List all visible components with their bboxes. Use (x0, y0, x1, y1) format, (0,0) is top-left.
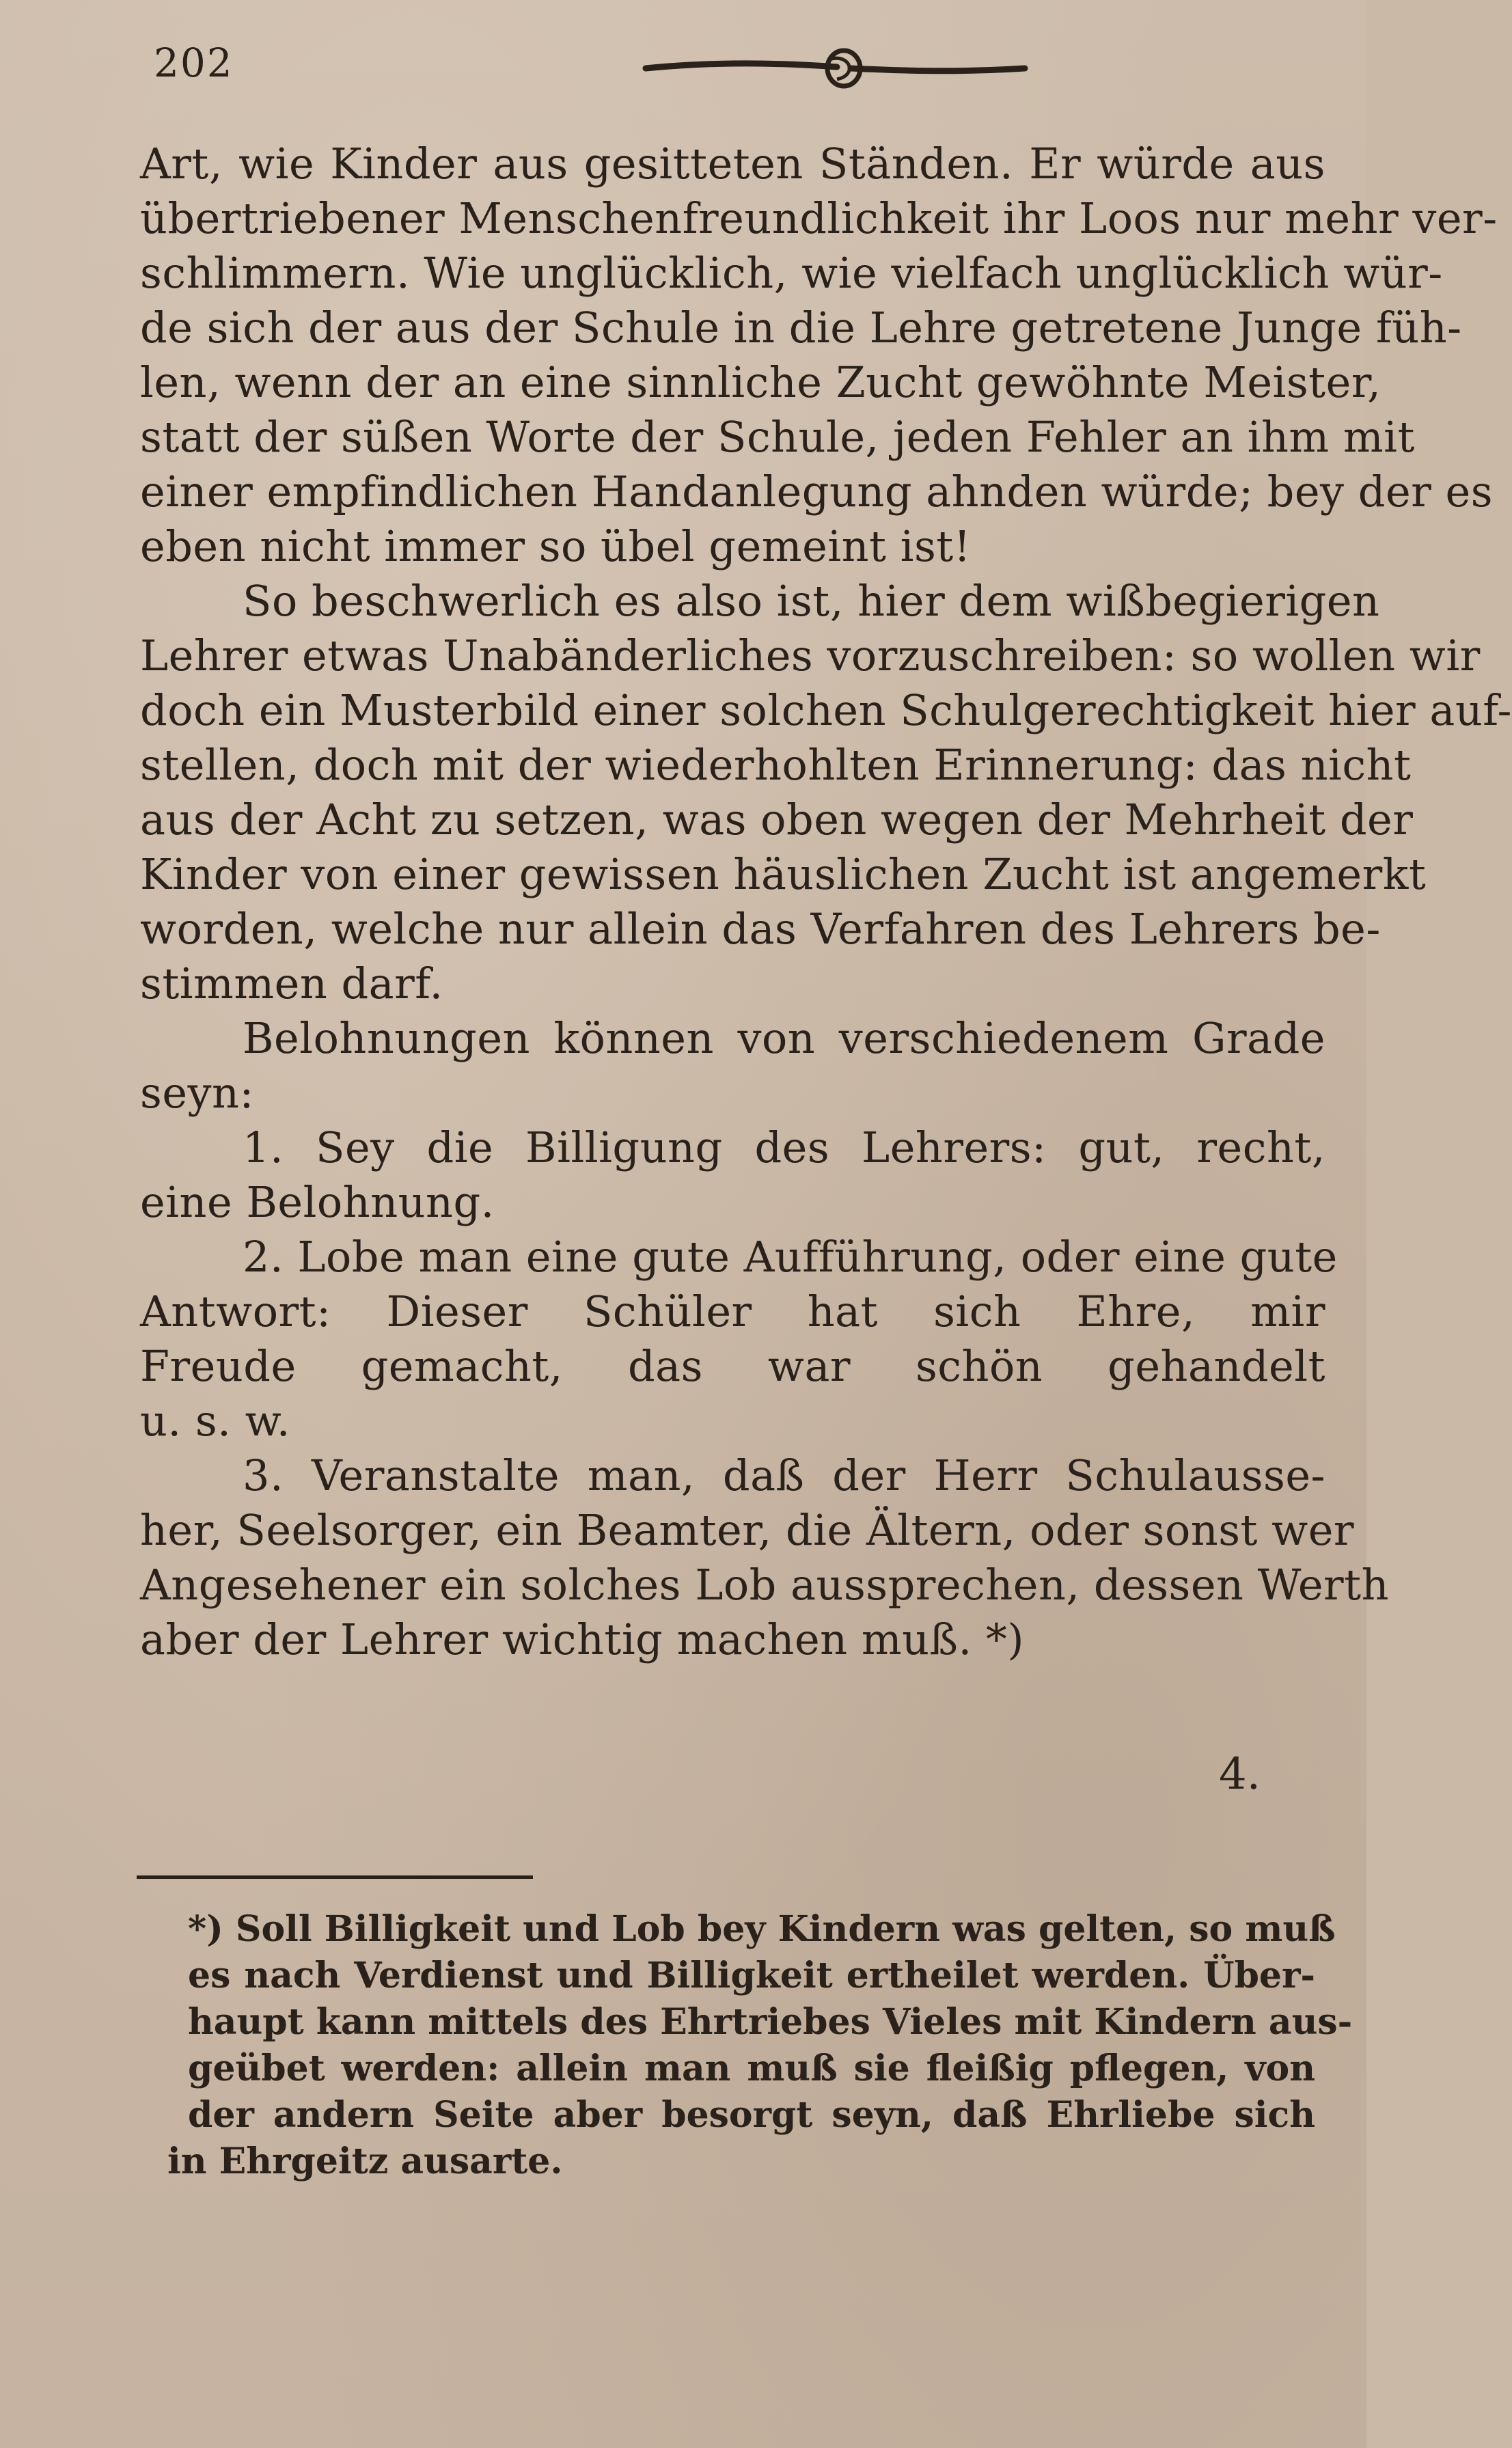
text-line: de sich der aus der Schule in die Lehre getretene Junge füh- (140, 303, 1462, 353)
text-line: Art, wie Kinder aus gesitteten Ständen. Er würde aus (140, 139, 1325, 189)
text-line: Kinder von einer gewissen häuslichen Zucht ist angemerkt (140, 849, 1427, 899)
text-line: eben nicht immer so übel gemeint ist! (140, 521, 972, 571)
text-line: So beschwerlich es also ist, hier dem wißbegierigen (243, 576, 1380, 626)
text-line: worden, welche nur allein das Verfahren des Lehrers be- (140, 904, 1381, 954)
text-line: Angesehener ein solches Lob aussprechen, dessen Werth (140, 1560, 1390, 1610)
footnote (167, 1906, 1353, 2185)
text-line: Freude gemacht, das war schön gehandelt (140, 1341, 1325, 1391)
main-text (140, 137, 1512, 1667)
page-header (154, 27, 1349, 102)
page-number: 202 (154, 40, 234, 86)
text-line: aber der Lehrer wichtig machen muß. *) (140, 1614, 1025, 1664)
list-item: 1. Sey die Billigung des Lehrers: gut, recht, (243, 1123, 1325, 1172)
footnote-line: *) Soll Billigkeit und Lob bey Kindern was gelten, so muß (188, 1908, 1336, 1950)
text-line: eine Belohnung. (140, 1177, 495, 1227)
text-line: statt der süßen Worte der Schule, jeden Fehler an ihm mit (140, 412, 1415, 462)
footnote-line: es nach Verdienst und Billigkeit ertheilet werden. Über- (188, 1955, 1315, 1996)
footnote-line: haupt kann mittels des Ehrtriebes Vieles mit Kindern aus- (188, 2001, 1353, 2043)
text-line: Lehrer etwas Unabänderliches vorzuschreiben: so wollen wir (140, 631, 1481, 680)
footnote-line: der andern Seite aber besorgt seyn, daß Ehrliebe sich (188, 2094, 1315, 2136)
text-line: Antwort: Dieser Schüler hat sich Ehre, mir (140, 1287, 1325, 1336)
text-line: schlimmern. Wie unglücklich, wie vielfach unglücklich wür- (140, 248, 1443, 298)
text-line: her, Seelsorger, ein Beamter, die Ältern, oder sonst wer (140, 1505, 1355, 1555)
footnote-line: in Ehrgeitz ausarte. (167, 2141, 563, 2182)
catchword: 4. (1218, 1749, 1261, 1800)
text-line: stellen, doch mit der wiederhohlten Erinnerung: das nicht (140, 740, 1412, 790)
text-line: Belohnungen können von verschiedenem Grade (243, 1013, 1325, 1063)
text-line: übertriebener Menschenfreundlichkeit ihr Loos nur mehr ver- (140, 193, 1498, 243)
text-line: stimmen darf. (140, 959, 443, 1008)
list-item: 2. Lobe man eine gute Aufführung, oder eine gute (243, 1232, 1338, 1282)
text-line: len, wenn der an eine sinnliche Zucht gewöhnte Meister, (140, 357, 1382, 407)
list-item: 3. Veranstalte man, daß der Herr Schulausse- (243, 1450, 1325, 1500)
text-line: seyn: (140, 1068, 254, 1118)
text-line: u. s. w. (140, 1396, 291, 1446)
text-line: doch ein Musterbild einer solchen Schulgerechtigkeit hier auf- (140, 685, 1512, 735)
footnote-rule (137, 1875, 533, 1879)
ornament-divider-icon (632, 41, 1042, 96)
footnote-line: geübet werden: allein man muß sie fleißig pflegen, von (188, 2048, 1315, 2089)
text-line: aus der Acht zu setzen, was oben wegen der Mehrheit der (140, 795, 1414, 844)
text-line: einer empfindlichen Handanlegung ahnden würde; bey der es (140, 467, 1494, 517)
